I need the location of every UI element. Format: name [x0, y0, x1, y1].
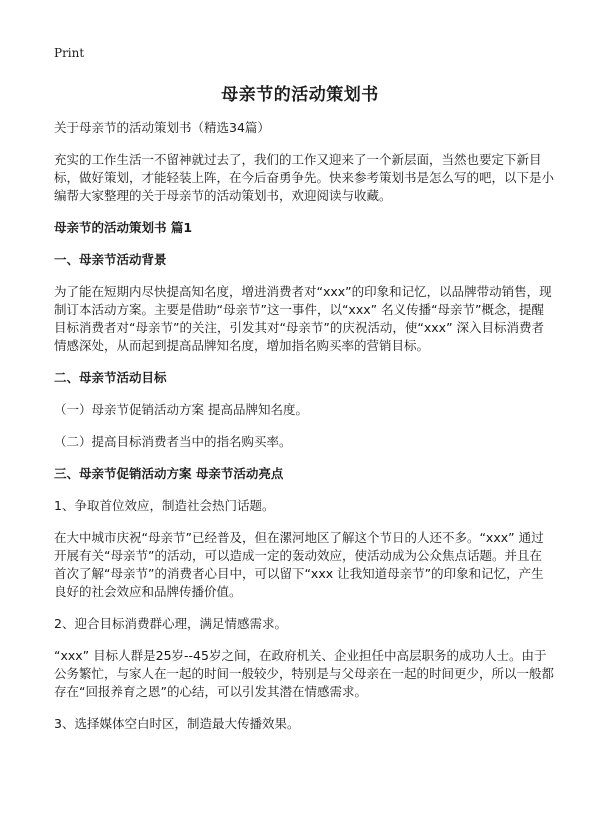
- highlight-item-3: 3、选择媒体空白时区，制造最大传播效果。: [54, 716, 300, 731]
- document-title: 母亲节的活动策划书: [221, 85, 379, 105]
- goal-item-2: （二）提高目标消费者当中的指名购买率。: [54, 434, 292, 449]
- goal-item-1: （一）母亲节促销活动方案 提高品牌知名度。: [54, 402, 308, 417]
- document-subtitle: 关于母亲节的活动策划书（精选34篇）: [54, 120, 270, 135]
- background-paragraph: 为了能在短期内尽快提高知名度，增进消费者对“xxx”的印象和记忆，以品牌带动销售，现制订本活动方案。主要是借助“母亲节”这一事件，以“xxx” 名义传播“母亲节”概念，提醒目标消费者对“母亲节”的关注，引发其对“母亲节”的庆祝活动，使“xxx” 深入目标消费者情感深处，从而起到提高品牌知名度，增加指名购买率的营销目标。: [54, 284, 552, 353]
- intro-paragraph: 充实的工作生活一不留神就过去了，我们的工作又迎来了一个新层面，当然也要定下新目标，做好策划，才能轻装上阵，在今后奋勇争先。快来参考策划书是怎么写的吧，以下是小编帮大家整理的关于母亲节的活动策划书，欢迎阅读与收藏。: [54, 152, 555, 203]
- highlight-item-2: 2、迎合目标消费群心理，满足情感需求。: [54, 616, 287, 631]
- section-heading-background: 一、母亲节活动背景: [54, 252, 167, 267]
- section-heading-goals: 二、母亲节活动目标: [54, 370, 167, 385]
- print-link[interactable]: Print: [54, 46, 85, 60]
- section-heading-highlights: 三、母亲节促销活动方案 母亲节活动亮点: [54, 466, 284, 481]
- highlight-2-paragraph: “xxx” 目标人群是25岁--45岁之间，在政府机关、企业担任中高层职务的成功人士。由于公务繁忙，与家人在一起的时间一般较少，特别是与父母亲在一起的时间更少，所以一般都存在“回报养育之恩”的心结，可以引发其潜在情感需求。: [54, 648, 555, 699]
- highlight-1-paragraph: 在大中城市庆祝“母亲节”已经普及，但在漯河地区了解这个节日的人还不多。“xxx” 通过开展有关“母亲节”的活动，可以造成一定的轰动效应，使活动成为公众焦点话题。并且在首次了解“母亲节”的消费者心目中，可以留下“xxx 让我知道母亲节”的印象和记忆，产生良好的社会效应和品牌传播价值。: [54, 530, 544, 599]
- highlight-item-1: 1、争取首位效应，制造社会热门话题。: [54, 498, 275, 513]
- article-heading: 母亲节的活动策划书 篇1: [54, 220, 193, 235]
- document-body: [54, 119, 554, 747]
